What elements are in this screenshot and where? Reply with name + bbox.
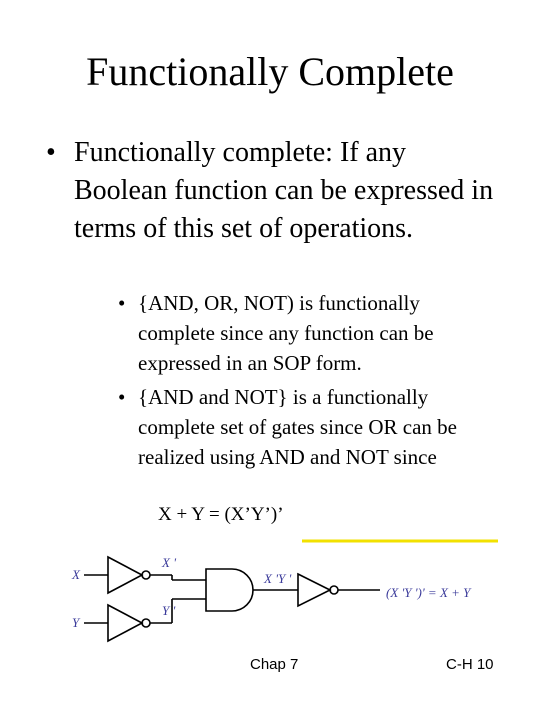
sub-bullet: [118, 382, 498, 472]
input-y-label: Y: [72, 615, 80, 630]
sub-bullet-text: {AND, OR, NOT) is functionally complete since any function can be expressed in an SOP form.: [138, 291, 434, 375]
footer-page-number: C-H 10: [446, 656, 494, 673]
and-output-label: X 'Y ': [264, 571, 292, 586]
sub-bullet: [118, 288, 498, 378]
bullet-dot: •: [118, 291, 126, 315]
not-gate-x: [108, 557, 142, 593]
main-bullet-text: Functionally complete: If any Boolean function can be expressed in terms of this set of operations.: [74, 137, 494, 244]
not-gate-y: [108, 605, 142, 641]
bullet-dot: •: [118, 385, 126, 409]
sub-bullet-text: {AND and NOT} is a functionally complete set of gates since OR can be realized using AND and NOT since: [138, 385, 457, 469]
slide-title: Functionally Complete: [86, 49, 454, 94]
not-gate-out: [298, 574, 330, 606]
footer-chapter: Chap 7: [250, 656, 299, 673]
and-gate: [206, 569, 253, 611]
not-y-label: Y ': [162, 603, 176, 618]
logic-circuit-diagram: [62, 538, 500, 650]
circuit-output-label: (X 'Y ')' = X + Y: [386, 585, 471, 600]
input-x-label: X: [72, 567, 80, 582]
not-x-label: X ': [162, 555, 176, 570]
demorgan-formula: X + Y = (X’Y’)’: [158, 504, 284, 525]
bullet-dot: •: [46, 137, 56, 168]
main-bullet: [46, 134, 506, 248]
